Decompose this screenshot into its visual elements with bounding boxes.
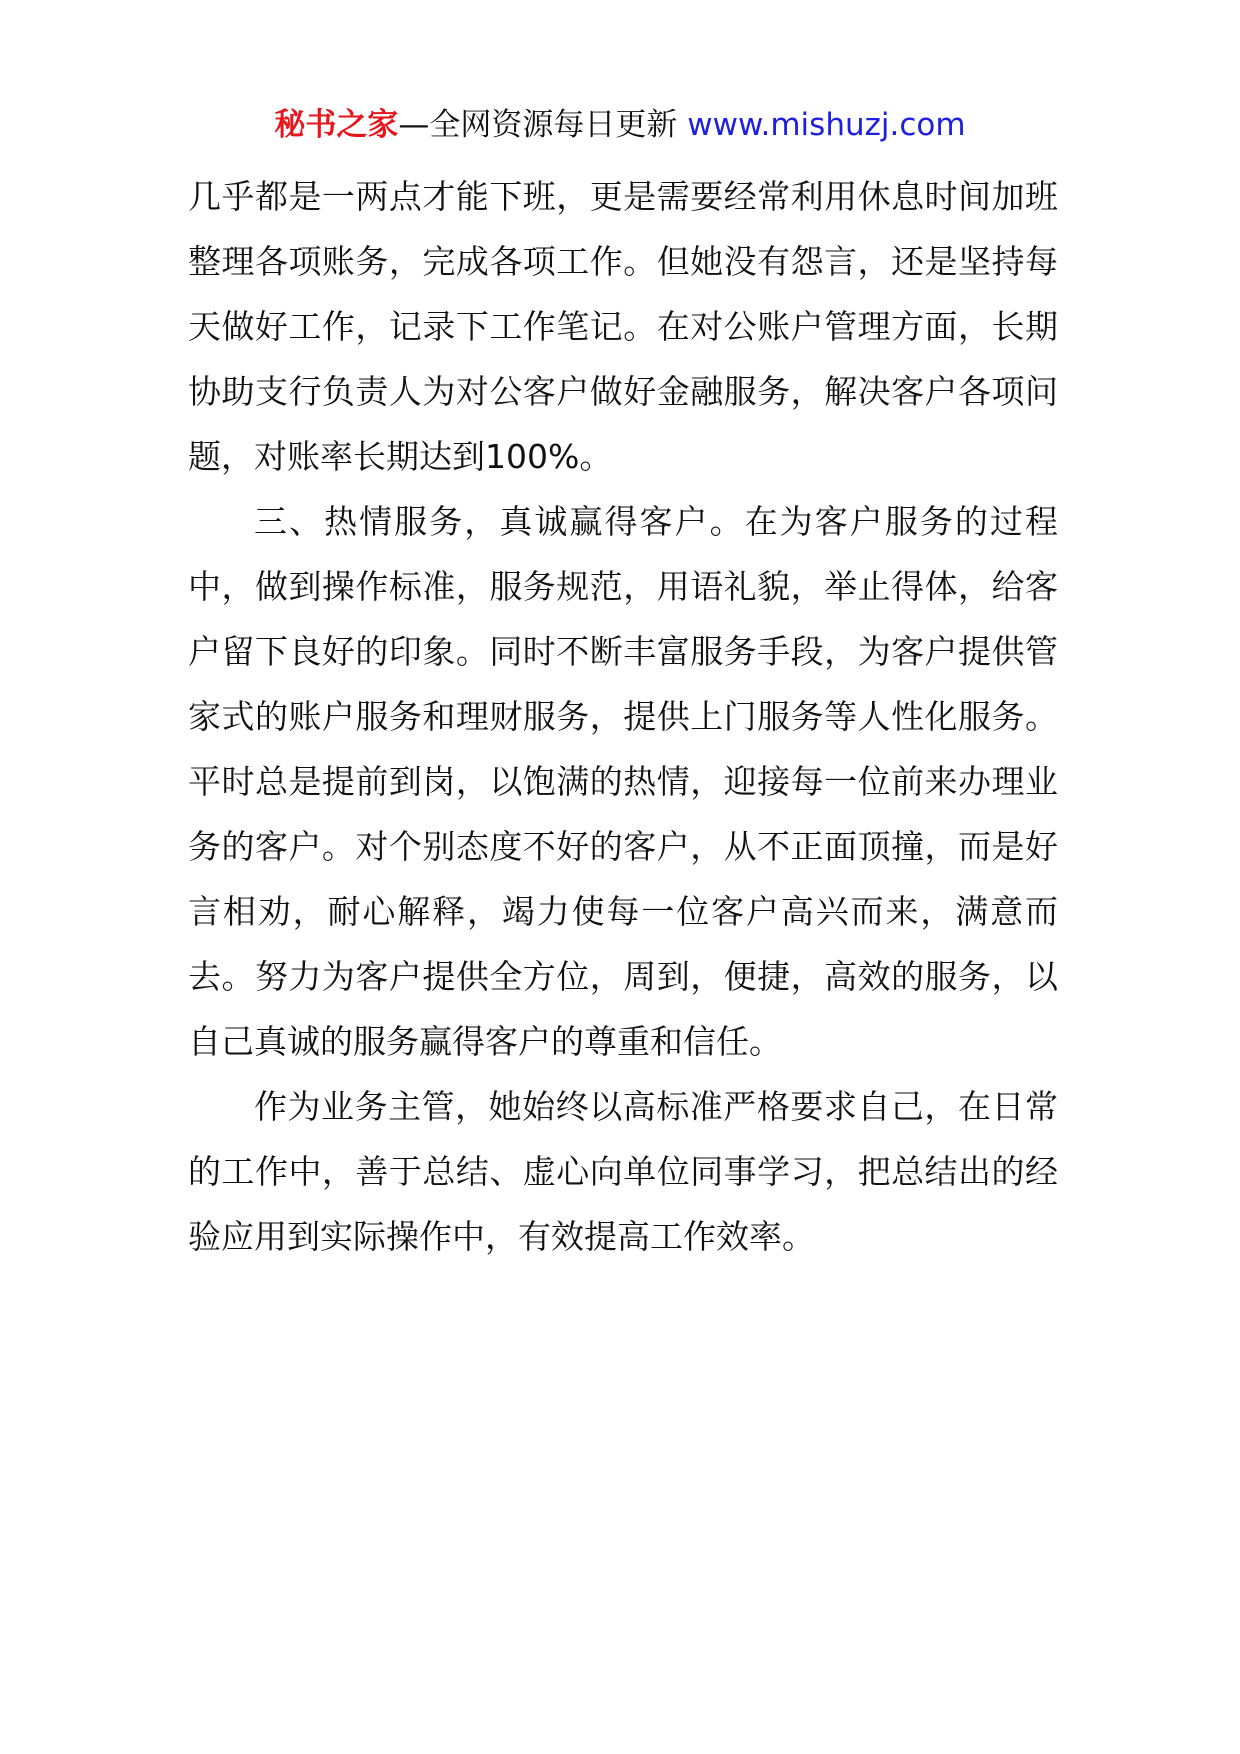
header-tagline: —全网资源每日更新 — [398, 107, 678, 143]
header-url-link[interactable]: www.mishuzj.com — [687, 107, 966, 143]
paragraph-continuation: 几乎都是一两点才能下班，更是需要经常利用休息时间加班整理各项账务，完成各项工作。但她没有怨言，还是坚持每天做好工作，记录下工作笔记。在对公账户管理方面，长期协助支行负责人为对公客户做好金融服务，解决客户各项问题，对账率长期达到100%。 — [188, 177, 1058, 476]
header-brand: 秘书之家 — [274, 107, 399, 143]
paragraph-closing: 作为业务主管，她始终以高标准严格要求自己，在日常的工作中，善于总结、虚心向单位同事学习，把总结出的经验应用到实际操作中，有效提高工作效率。 — [188, 1087, 1058, 1256]
paragraph-section-three: 三、热情服务，真诚赢得客户。在为客户服务的过程中，做到操作标准，服务规范，用语礼貌，举止得体，给客户留下良好的印象。同时不断丰富服务手段，为客户提供管家式的账户服务和理财服务，提供上门服务等人性化服务。平时总是提前到岗，以饱满的热情，迎接每一位前来办理业务的客户。对个别态度不好的客户，从不正面顶撞，而是好言相劝，耐心解释，竭力使每一位客户高兴而来，满意而去。努力为客户提供全方位，周到，便捷，高效的服务，以自己真诚的服务赢得客户的尊重和信任。 — [188, 502, 1058, 1061]
document-body — [188, 164, 1058, 1269]
page-header — [0, 100, 1240, 150]
